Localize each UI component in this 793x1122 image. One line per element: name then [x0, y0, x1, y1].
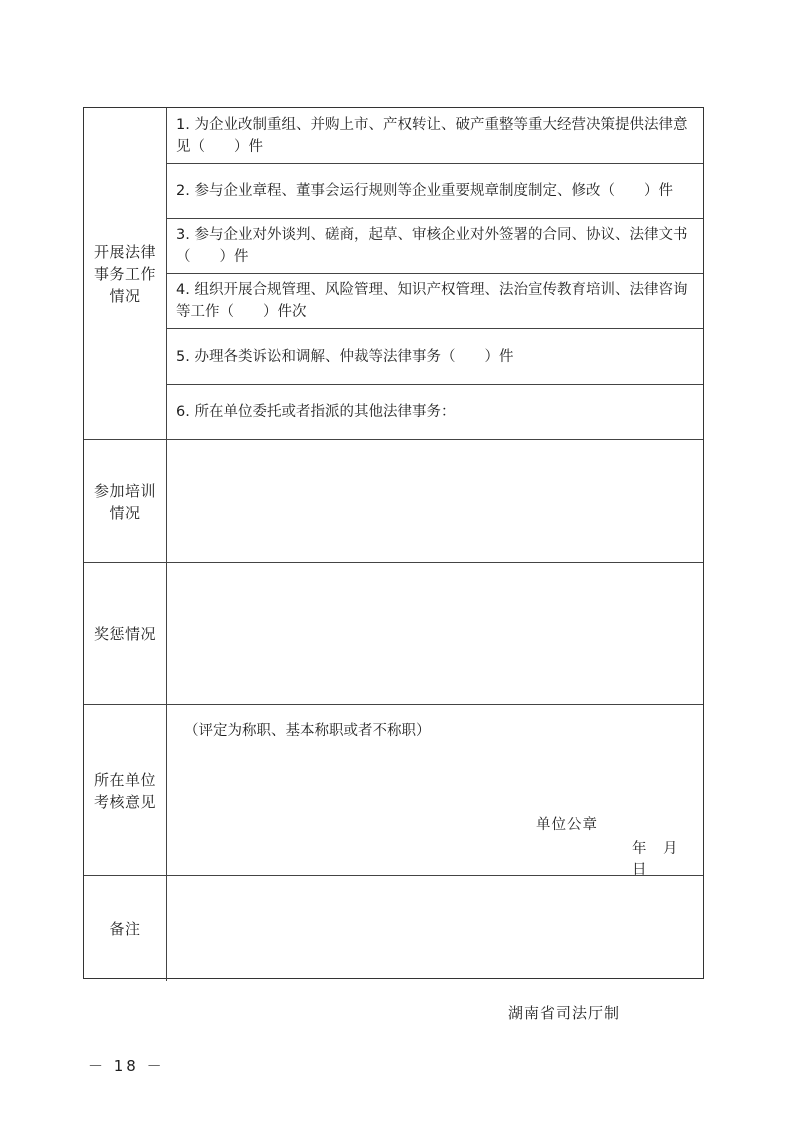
assessment-label-cell	[84, 705, 167, 876]
legal-work-items	[166, 108, 703, 439]
legal-work-label-cell	[84, 108, 167, 439]
training-label: 参加培训情况	[93, 481, 156, 522]
issuer-label: 湖南省司法厅制	[508, 1004, 621, 1022]
remarks-row	[84, 875, 703, 981]
training-content-cell[interactable]	[166, 440, 703, 563]
legal-work-item: 5. 办理各类诉讼和调解、仲裁等法律事务（ ）件	[166, 328, 703, 384]
assessment-label: 所在单位考核意见	[93, 770, 156, 811]
unit-stamp-label: 单位公章	[536, 817, 598, 833]
rewards-content-cell[interactable]	[166, 563, 703, 705]
rewards-label-cell	[84, 563, 167, 705]
assessment-content-cell[interactable]	[166, 705, 703, 876]
rewards-label: 奖惩情况	[93, 625, 156, 643]
date-label: 年 月 日	[632, 841, 694, 878]
page-number: － 18 －	[88, 1057, 165, 1075]
legal-work-item: 2. 参与企业章程、董事会运行规则等企业重要规章制度制定、修改（ ）件	[166, 163, 703, 218]
remarks-label: 备注	[109, 919, 141, 938]
legal-work-item: 4. 组织开展合规管理、风险管理、知识产权管理、法治宣传教育培训、法律咨询等工作（ ）件次	[166, 273, 703, 328]
legal-work-item: 6. 所在单位委托或者指派的其他法律事务：	[166, 384, 703, 439]
legal-work-label: 开展法律事务工作情况	[93, 242, 156, 305]
legal-work-row	[84, 108, 703, 439]
remarks-label-cell	[84, 876, 167, 981]
assessment-row	[84, 704, 703, 876]
remarks-content-cell[interactable]	[166, 876, 703, 981]
assessment-note: （评定为称职、基本称职或者不称职）	[184, 723, 431, 739]
form-table	[83, 107, 704, 979]
training-row	[84, 439, 703, 563]
legal-work-item: 3. 参与企业对外谈判、磋商，起草、审核企业对外签署的合同、协议、法律文书（ ）件	[166, 218, 703, 273]
legal-work-item: 1. 为企业改制重组、并购上市、产权转让、破产重整等重大经营决策提供法律意见（ ）件	[176, 116, 688, 155]
rewards-row	[84, 562, 703, 705]
training-label-cell	[84, 440, 167, 563]
